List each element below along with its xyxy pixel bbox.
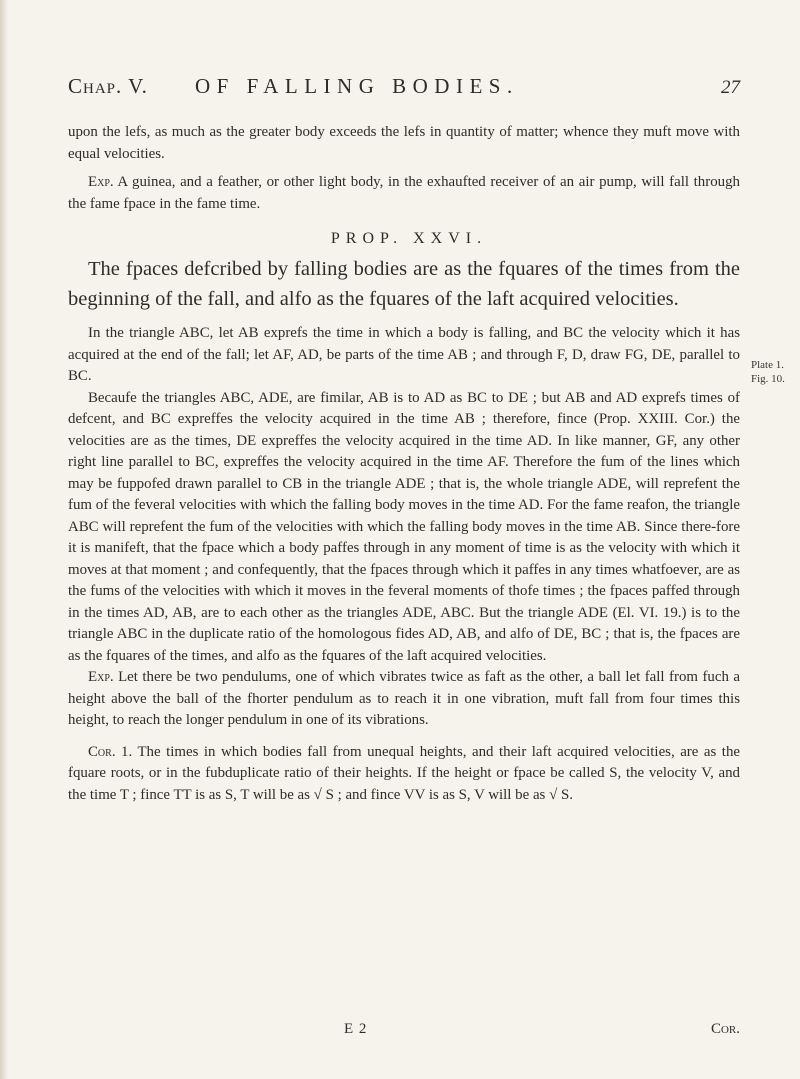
experiment-text: A guinea, and a feather, or other light body, in the exhaufted receiver of an air pump, will fall through the fame fpace in the fame time. [68, 174, 740, 212]
page-edge-shadow [0, 0, 8, 1079]
experiment-label: Exp. [88, 174, 114, 190]
running-title: OF FALLING BODIES. [195, 74, 519, 98]
corollary-text: 1. The times in which bodies fall from unequal heights, and their laft acquired velocities, are as the fquare roots, or in the fubduplicate ratio of their heights. If the height or fpace be called S, the velocity V, and the time T ; fince TT is as S, T will be as √ S ; and fince VV is as S, V will be as √ S. [68, 743, 740, 803]
experiment-paragraph [68, 172, 740, 215]
corollary-label: Cor. [88, 743, 116, 760]
catchword: Cor. [710, 1021, 740, 1037]
pendulum-experiment-paragraph [68, 667, 740, 732]
figure-reference: Fig. 10. [751, 373, 785, 385]
chapter-label: Chap. V. [68, 74, 148, 98]
corollary-paragraph [68, 742, 740, 807]
page-number: 27 [721, 77, 740, 98]
page-body [68, 122, 740, 806]
experiment-label-2: Exp. [88, 669, 114, 685]
signature-mark: E 2 [344, 1021, 368, 1037]
margin-note [751, 358, 785, 386]
running-header [68, 74, 740, 110]
proof-paragraph: Becaufe the triangles ABC, ADE, are fimilar, AB is to AD as BC to DE ; but AB and AD exprefs times of defcent, and BC expreffes the velocity acquired in the time AB ; therefore, fince (Prop. XXIII. Cor.) the velocities are as the times, DE expreffes the velocity acquired in the time AD. In like manner, GF, any other right line parallel to BC, expreffes the velocity acquired in the time AF. Therefore the fum of the lines which may be fuppofed drawn parallel to CB in the triangle ADE ; that is, the whole triangle ADE, will reprefent the fum of the feveral velocities with which the falling body moves in the time AD. For the fame reafon, the triangle ABC will reprefent the fum of the velocities with which the falling body moves in the time AB. Since there-fore it is manifeft, that the fpace which a body paffes through in any moment of time is as the velocity with which it moves at that moment ; and confequently, that the fpaces through which it paffes in any times whatfoever, are as the fums of the velocities with which it moves in the feveral moments of thofe times ; the fpaces paffed through in the times AD, AB, are to each other as the triangles ADE, ABC. But the triangle ADE (El. VI. 19.) is to the triangle ABC in the duplicate ratio of the homologous fides AD, AB, and alfo of DE, BC ; that is, the fpaces are as the fquares of the times, and alfo as the fquares of the laft acquired velocities. [68, 389, 740, 664]
experiment-text-2: Let there be two pendulums, one of which vibrates twice as faft as the other, a ball let fall from fuch a height above the ball of the fhorter pendulum as to reach it in one vibration, muft fall from four times this height, to reach the longer pendulum in one of its vibrations. [68, 669, 740, 728]
footer-catchline [68, 1021, 740, 1043]
continuation-paragraph: upon the lefs, as much as the greater body exceeds the lefs in quantity of matter; whence they muft move with equal velocities. [68, 124, 740, 162]
proposition-heading: PROP. XXVI. [330, 230, 488, 247]
proposition-statement: The fpaces defcribed by falling bodies are as the fquares of the times from the beginning of the fall, and alfo as the fquares of the laft acquired velocities. [68, 258, 740, 310]
demonstration-paragraph: In the triangle ABC, let AB exprefs the time in which a body is falling, and BC the velocity which it has acquired at the end of the fall; let AF, AD, be parts of the time AB ; and through F, D, draw FG, DE, parallel to BC. [68, 325, 740, 384]
plate-reference: Plate 1. [751, 359, 784, 371]
